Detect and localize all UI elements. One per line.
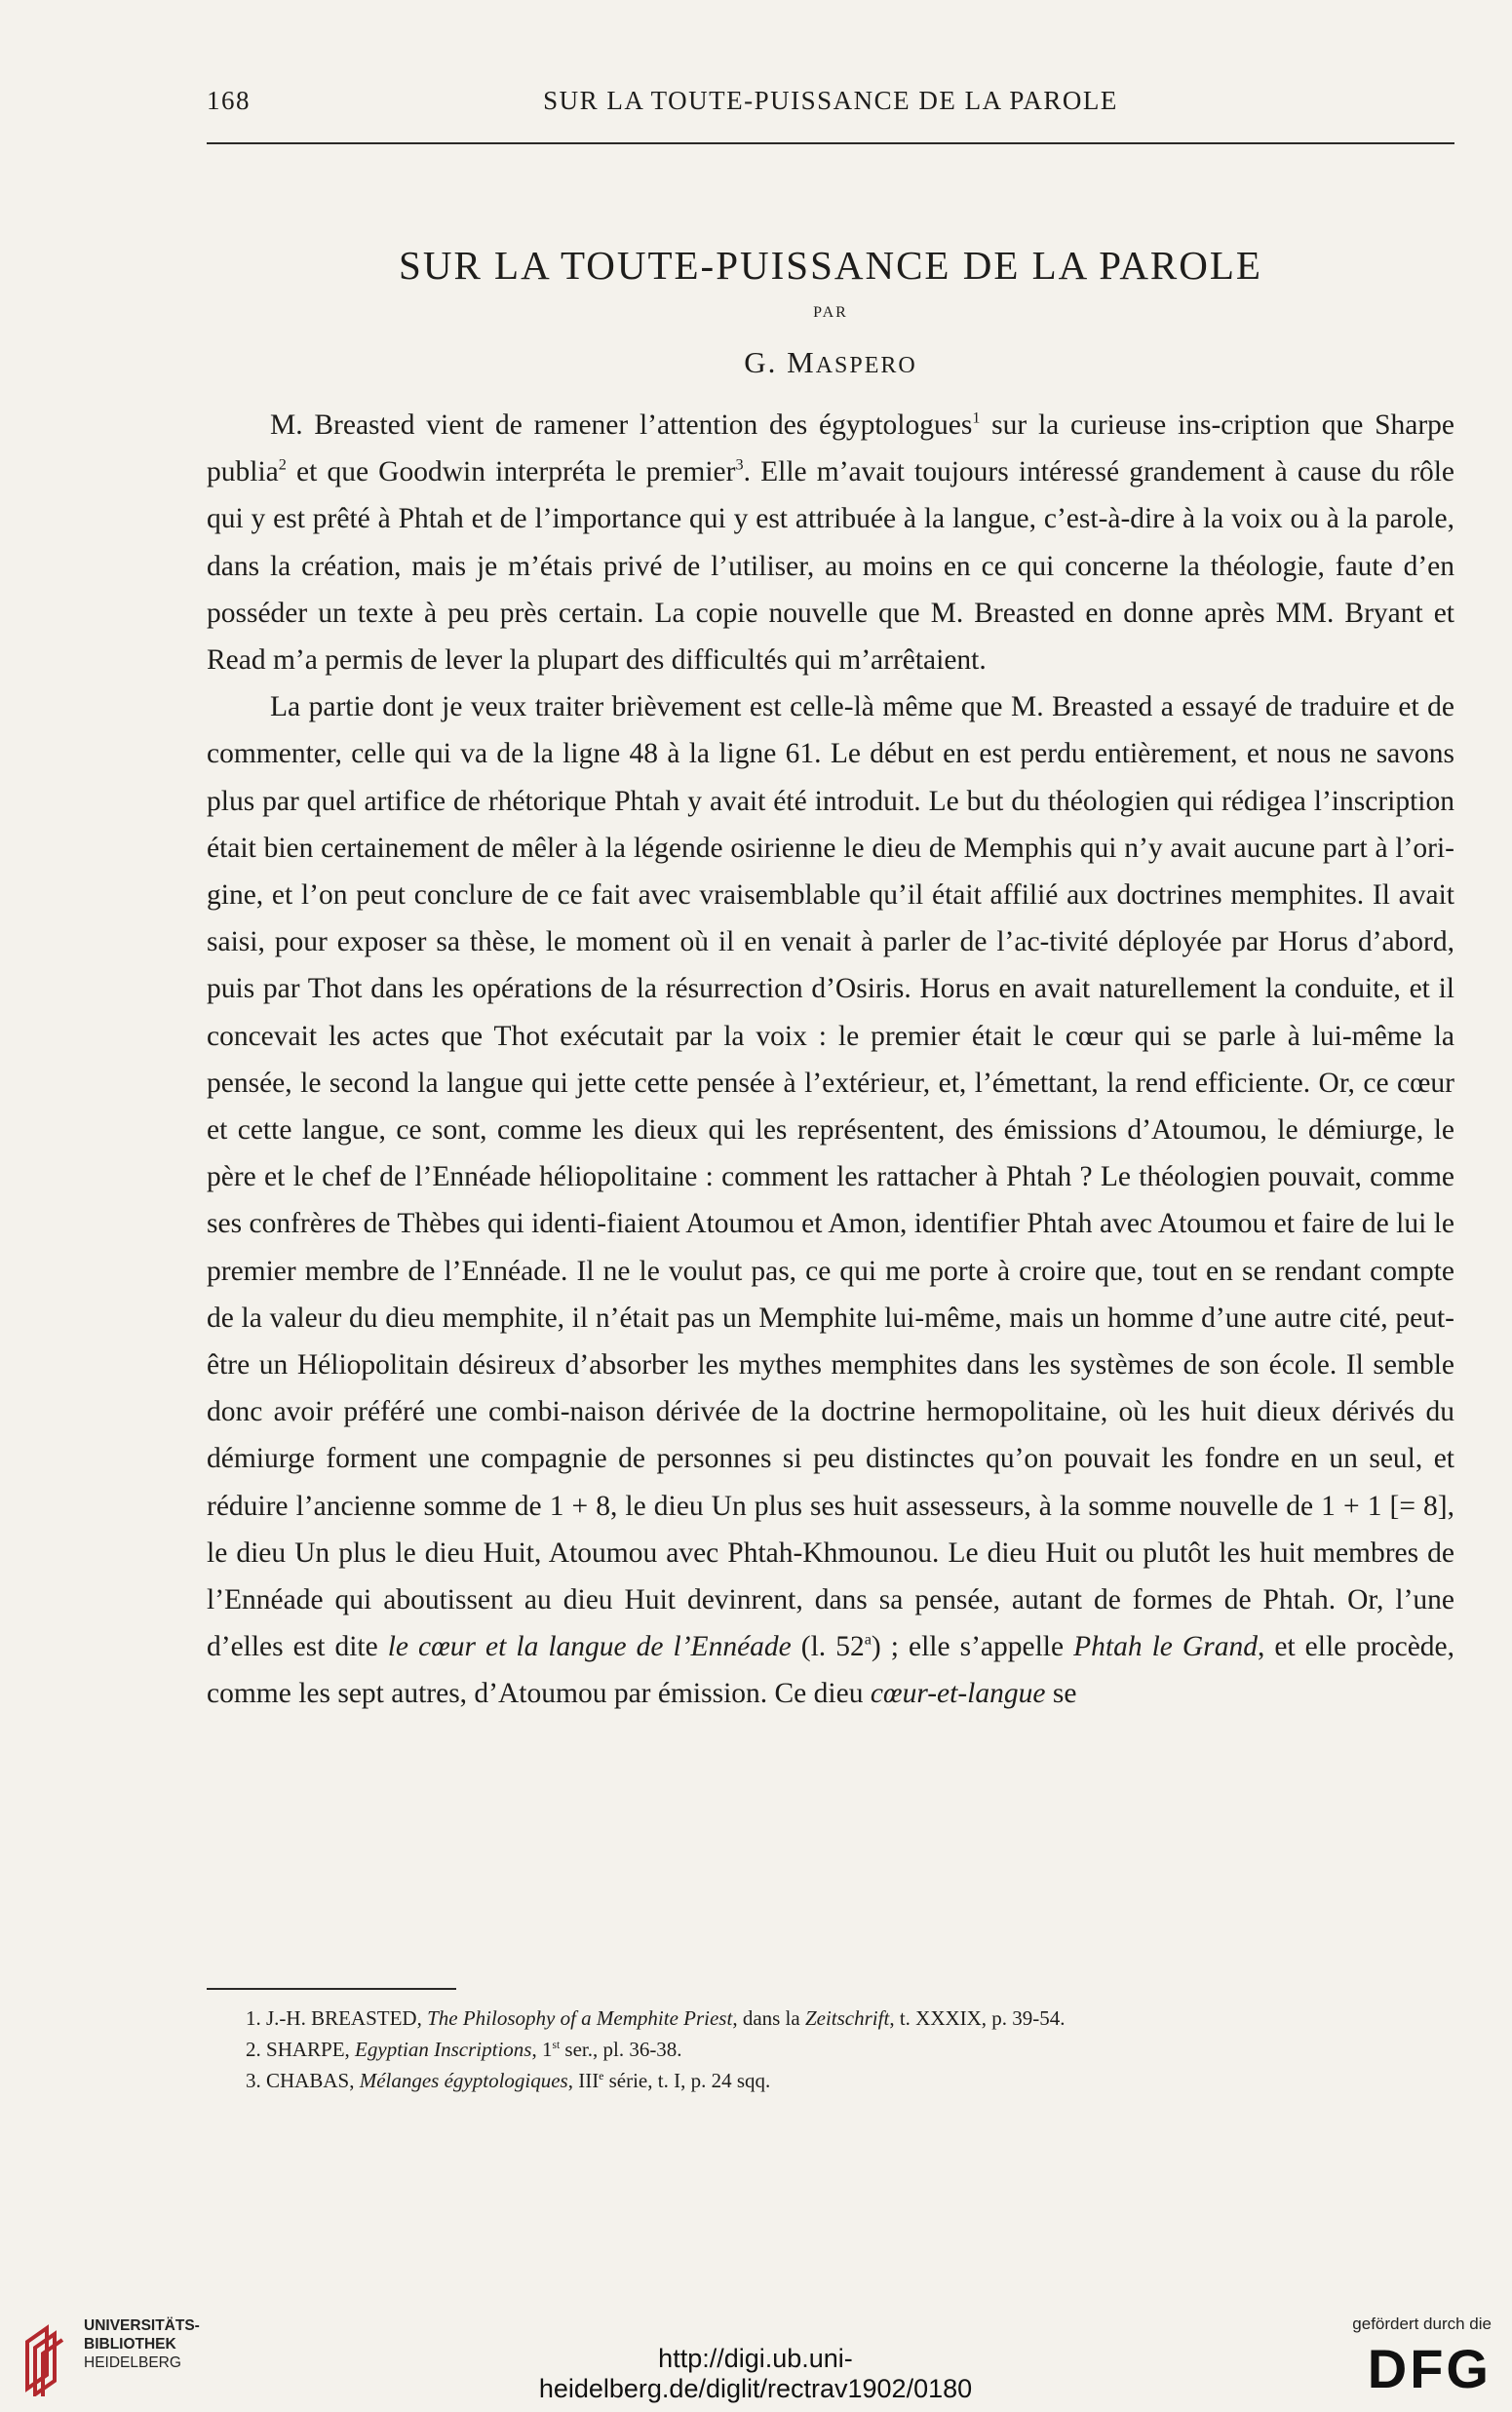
paragraph: La partie dont je veux traiter brièvement est celle-là même que M. Breasted a essayé de traduire et de commenter, celle qui va de la ligne 48 à la ligne 61. Le début en est perdu entièrement, et nous ne savons plus par quel artifice de rhétorique Phtah y avait été introduit. Le but du théologien qui rédigea l’inscription était bien certainement de mêler à la légende osirienne le dieu de Memphis qui n’y avait aucune part à l’ori-gine, et l’on peut conclure de ce fait avec vraisemblable qu’il était affilié aux doctrines memphites. Il avait saisi, pour exposer sa thèse, le moment où il en venait à parler de l’ac-tivité déployée par Horus d’abord, puis par Thot dans les opérations de la résurrection d’Osiris. Horus en avait naturellement la conduite, et il concevait les actes que Thot exécutait par la voix : le premier était le cœur qui se parle à lui-même la pensée, le second la langue qui jette cette pensée à l’extérieur, et, l’émettant, la rend efficiente. Or, ce cœur et cette langue, ce sont, comme les dieux qui les représentent, des émissions d’Atoumou, le démiurge, le père et le chef de l’Ennéade héliopolitaine : comment les rattacher à Phtah ? Le théologien pouvait, comme ses confrères de Thèbes qui identi-fiaient Atoumou et Amon, identifier Phtah avec Atoumou et faire de lui le premier membre de l’Ennéade. Il ne le voulut pas, ce qui me porte à croire que, tout en se rendant compte de la valeur du dieu memphite, il n’était pas un Memphite lui-même, mais un homme d’une autre cité, peut-être un Héliopolitain désireux d’absorber les mythes memphites dans les systèmes de son école. Il semble donc avoir préféré une combi-naison dérivée de la doctrine hermopolitaine, où les huit dieux dérivés du démiurge forment une compagnie de personnes si peu distinctes qu’on pouvait les fondre en un seul, et réduire l’ancienne somme de 1 + 8, le dieu Un plus ses huit assesseurs, à la somme nouvelle de 1 + 1 [= 8], le dieu Un plus le dieu Huit, Atoumou avec Phtah-Khmounou. Le dieu Huit ou plutôt les huit membres de l’Ennéade qui aboutissent au dieu Huit devinrent, dans sa pensée, autant de formes de Phtah. Or, l’une d’elles est dite le cœur et la langue de l’Ennéade (l. 52$^a$) ; elle s’appelle Phtah le Grand, et elle procède, comme les sept autres, d’Atoumou par émission. Ce dieu cœur-et-langue se <box>207 691 1455 1710</box>
article-body <box>207 402 1454 1962</box>
footnote-ref: 3 <box>735 455 744 474</box>
footnote-ref: 2 <box>278 455 287 474</box>
italic-text: Phtah le Grand <box>1073 1631 1258 1663</box>
italic-text: cœur-et-langue <box>870 1678 1046 1710</box>
funding-label: gefördert durch die <box>1352 2315 1492 2333</box>
source-url-link[interactable]: http://digi.ub.uni-heidelberg.de/diglit/rectrav1902/0180 <box>538 2344 973 2403</box>
header-rule <box>207 142 1454 144</box>
paragraph: M. Breasted vient de ramener l’attention des égyptologues$^1$ sur la curieuse ins-cription que Sharpe publia$^2$ et que Goodwin interpréta le premier$^3$. Elle m’avait toujours intéressé grandement à cause du rôle qui y est prêté à Phtah et de l’importance qui y est attribuée à la langue, c’est-à-dire à la voix ou à la parole, dans la création, mais je m’étais privé de l’utiliser, au moins en ce qui concerne la théologie, faute d’en posséder un texte à peu près certain. La copie nouvelle que M. Breasted en donne après MM. Bryant et Read m’a permis de lever la plupart des difficultés qui m’arrêtaient. <box>207 408 1455 677</box>
running-head <box>207 86 1454 125</box>
footnote: 1. J.-H. BREASTED, The Philosophy of a Memphite Priest, dans la Zeitschrift, t. XXXIX, p. 39-54. <box>246 2006 1066 2030</box>
footnotes <box>246 2003 1454 2096</box>
author-name: G. MASPERO <box>744 345 917 379</box>
footnote: 2. SHARPE, Egyptian Inscriptions, 1st ser., pl. 36-38. <box>246 2038 682 2061</box>
italic-text: le cœur et la langue de l’Ennéade <box>387 1631 792 1663</box>
footnote-ref: 1 <box>972 408 981 427</box>
footnote: 3. CHABAS, Mélanges égyptologiques, IIIe série, t. I, p. 24 sqq. <box>246 2069 771 2092</box>
library-name: UNIVERSITÄTS- BIBLIOTHEK HEIDELBERG <box>84 2317 200 2371</box>
page-number: 168 <box>207 86 251 115</box>
running-title: SUR LA TOUTE-PUISSANCE DE LA PAROLE <box>543 86 1118 115</box>
footnote-rule <box>207 1988 456 1990</box>
byline-par: PAR <box>813 304 848 321</box>
article-title: SUR LA TOUTE-PUISSANCE DE LA PAROLE <box>399 243 1262 288</box>
digitization-footer <box>0 2291 1512 2412</box>
library-logo-icon <box>18 2320 78 2396</box>
dfg-logo: DFG <box>1367 2338 1492 2399</box>
footnote-ref: a <box>864 1630 872 1649</box>
